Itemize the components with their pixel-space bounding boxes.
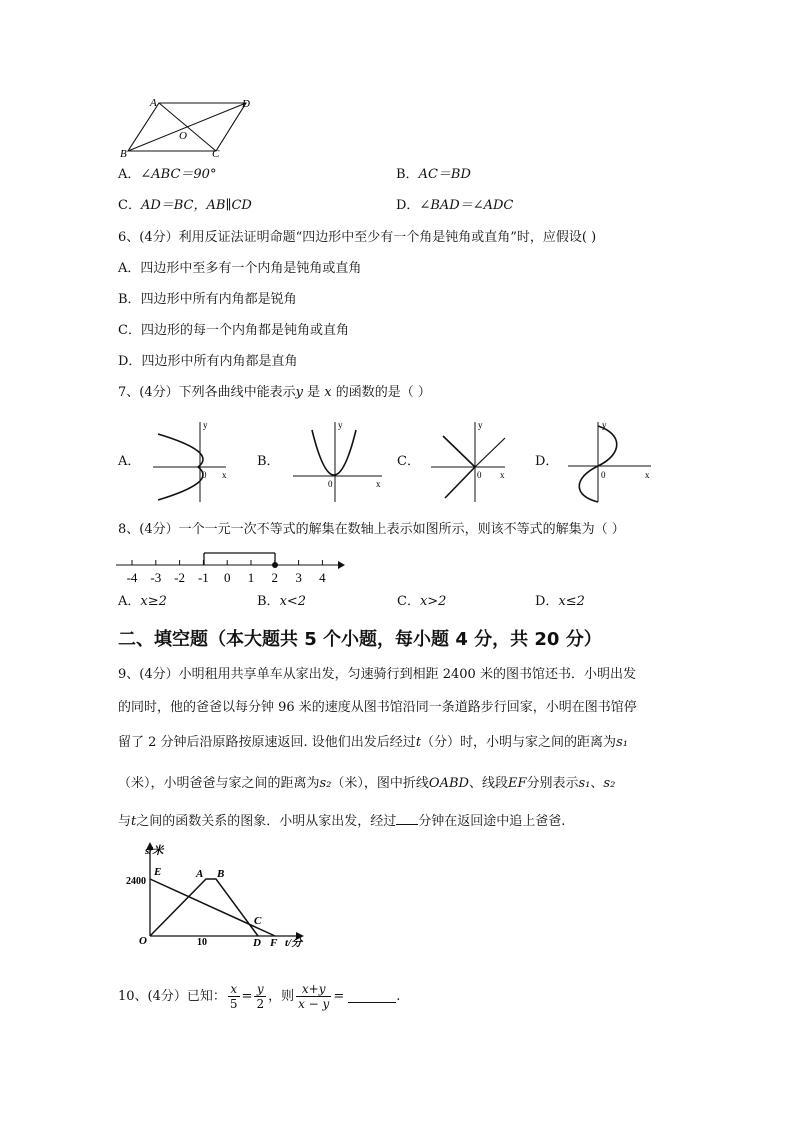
- option-text: AD＝BC，AB∥CD: [140, 198, 252, 213]
- option-text: 四边形的每一个内角都是钝角或直角: [140, 323, 349, 338]
- fraction-y-over-2: [254, 982, 266, 1011]
- option-letter: D．: [118, 354, 142, 369]
- option-text: ∠ABC＝90°: [140, 167, 217, 182]
- q9-line-2: 的同时，他的爸爸以每分钟 96 米的速度从图书馆沿同一条道路步行回家，小明在图书馆停: [118, 700, 637, 715]
- text: 分钟在返回途中追上爸爸.: [418, 814, 566, 829]
- y-tick-2400: 2400: [126, 876, 146, 887]
- q5-option-d[interactable]: [396, 197, 513, 214]
- option-letter: B．: [396, 167, 419, 182]
- option-letter: A．: [118, 261, 141, 276]
- q5-option-c[interactable]: [118, 197, 252, 214]
- option-letter: B．: [118, 292, 141, 307]
- tick-label: 3: [295, 570, 302, 585]
- var-t: t: [131, 814, 137, 829]
- var-t: t: [415, 735, 422, 750]
- q6-option-a[interactable]: [118, 260, 361, 277]
- label-a: A: [150, 97, 157, 109]
- arrow-head: [338, 561, 345, 569]
- denominator: x − y: [298, 996, 330, 1011]
- curve: [312, 430, 356, 475]
- option-text: x<2: [279, 594, 307, 609]
- tick-group: [127, 560, 327, 585]
- text: 留了 2 分钟后沿原路按原速返回. 设他们出发后经过: [118, 735, 416, 750]
- q9-line-1: 9、(4分）小明租用共享单车从家出发，匀速骑行到相距 2400 米的图书馆还书．小明出发: [118, 667, 636, 682]
- option-letter: A．: [118, 594, 141, 609]
- origin-label: 0: [202, 470, 207, 480]
- axis-x-label: x: [645, 470, 650, 480]
- tick-label: 4: [319, 570, 326, 585]
- tick-label: 1: [247, 570, 255, 585]
- x-tick-10: 10: [197, 937, 207, 948]
- var-x: x: [324, 385, 332, 400]
- denominator: 2: [256, 996, 265, 1011]
- origin-label: 0: [477, 470, 482, 480]
- y-axis-label: s/米: [145, 845, 164, 857]
- axis-y-label: y: [478, 420, 483, 430]
- point-o: O: [139, 935, 147, 947]
- q9-line-4: [118, 775, 615, 792]
- q8-number-line: [112, 545, 352, 587]
- text: 与: [118, 814, 132, 829]
- var-s1: s₁: [578, 776, 591, 791]
- x-axis-label: t/分: [285, 937, 303, 949]
- q7-option-a[interactable]: A．: [118, 454, 141, 469]
- axis-x-label: x: [500, 470, 505, 480]
- q6-option-c[interactable]: [118, 322, 349, 339]
- text: ，则: [268, 988, 295, 1004]
- text: 、: [590, 776, 604, 791]
- q7-graph-a[interactable]: [150, 418, 230, 503]
- line-right: [475, 438, 505, 467]
- option-text: ∠BAD＝∠ADC: [419, 198, 514, 213]
- stem-pre: 7、(4分）下列各曲线中能表示: [118, 385, 296, 400]
- polyline-name: OABD: [428, 776, 469, 791]
- tick-label: 2: [271, 570, 279, 585]
- q7-option-d[interactable]: D．: [535, 454, 559, 469]
- option-text: x>2: [419, 594, 447, 609]
- var-s2: s₂: [319, 776, 332, 791]
- point-d: D: [253, 937, 261, 949]
- point-f: F: [270, 937, 278, 949]
- q5-option-a[interactable]: [118, 166, 216, 183]
- var-s1: s₁: [616, 735, 628, 750]
- text: （分）时，小明与家之间的距离为: [421, 735, 617, 750]
- numerator: y: [254, 982, 266, 997]
- text: （米），图中折线: [331, 776, 429, 791]
- q7-stem: [118, 384, 431, 401]
- axis-y-label: y: [203, 420, 208, 430]
- q8-stem: 8、(4分）一个一元一次不等式的解集在数轴上表示如图所示，则该不等式的解集为（ ）: [118, 522, 625, 537]
- axis-y-label: y: [338, 420, 343, 430]
- var-y: y: [295, 385, 303, 400]
- label-b: B: [120, 148, 127, 160]
- stem-mid: 是: [302, 385, 325, 400]
- text: 分别表示: [526, 776, 579, 791]
- origin-label: 0: [601, 470, 606, 480]
- q6-option-b[interactable]: [118, 291, 297, 308]
- segment-name: EF: [507, 776, 527, 791]
- tick-label: -4: [126, 570, 138, 585]
- option-text: AC＝BD: [418, 167, 471, 182]
- line-upper: [443, 436, 475, 467]
- option-letter: C．: [118, 323, 141, 338]
- q8-option-d[interactable]: [535, 593, 585, 610]
- var-s2: s₂: [603, 776, 616, 791]
- tick-label: -1: [197, 570, 209, 585]
- q6-option-d[interactable]: [118, 353, 297, 370]
- q7-graph-b[interactable]: [290, 418, 385, 503]
- diagonal-bd: [128, 103, 246, 151]
- text: 10、(4分）已知：: [118, 988, 226, 1004]
- q7-graph-d[interactable]: [565, 418, 655, 503]
- tick-label: -2: [174, 570, 186, 585]
- section-heading: 二、填空题（本大题共 5 个小题，每小题 4 分，共 20 分）: [118, 629, 602, 650]
- axis-y-label: y: [602, 420, 607, 430]
- q7-graph-c[interactable]: [428, 418, 508, 503]
- option-letter: A．: [118, 167, 141, 182]
- q6-stem: 6、(4分）利用反证法证明命题“四边形中至少有一个角是钝角或直角”时，应假设( ): [118, 230, 597, 245]
- period: .: [396, 988, 401, 1004]
- option-letter: C．: [397, 594, 420, 609]
- option-text: x≤2: [558, 594, 585, 609]
- label-d: D: [242, 98, 250, 110]
- denominator: 5: [229, 996, 238, 1011]
- option-letter: D．: [396, 198, 420, 213]
- point-a: A: [196, 868, 204, 880]
- option-letter: C．: [118, 198, 141, 213]
- point-c: C: [254, 915, 262, 927]
- answer-blank[interactable]: [396, 812, 418, 825]
- point-e: E: [154, 866, 162, 878]
- point-b: B: [217, 868, 225, 880]
- answer-blank[interactable]: [348, 990, 396, 1003]
- stem-post: 的函数的是（ ）: [331, 385, 431, 400]
- equals: =: [333, 988, 345, 1004]
- fraction-x-over-5: [228, 982, 240, 1011]
- origin-label: 0: [328, 479, 333, 489]
- fraction-sum-over-diff: [296, 982, 331, 1011]
- option-letter: B．: [257, 594, 280, 609]
- axis-x-label: x: [376, 479, 381, 489]
- option-text: 四边形中所有内角都是直角: [141, 354, 298, 369]
- polyline-oabd: [150, 879, 258, 936]
- tick-label: -3: [150, 570, 162, 585]
- axis-x-label: x: [222, 470, 227, 480]
- q5-option-b[interactable]: [396, 166, 471, 183]
- q9-line-5: [118, 812, 565, 830]
- q9-line-3: [118, 734, 628, 751]
- q9-distance-time-graph: [118, 840, 313, 950]
- equals: =: [241, 988, 253, 1004]
- option-text: 四边形中至多有一个内角是钝角或直角: [140, 261, 362, 276]
- q7-option-b[interactable]: B．: [257, 454, 280, 469]
- label-c: C: [212, 148, 220, 160]
- text: （米），小明爸爸与家之间的距离为: [118, 776, 320, 791]
- q8-option-b[interactable]: [257, 593, 306, 610]
- text: 之间的函数关系的图象．小明从家出发，经过: [136, 814, 397, 829]
- option-letter: D．: [535, 594, 559, 609]
- q7-option-c[interactable]: C．: [397, 454, 420, 469]
- option-text: 四边形中所有内角都是锐角: [140, 292, 297, 307]
- numerator: x: [228, 982, 240, 997]
- option-text: x≥2: [140, 594, 167, 609]
- parallelogram-figure: [118, 95, 258, 160]
- q8-option-a[interactable]: [118, 593, 167, 610]
- tick-label: 0: [223, 570, 231, 585]
- text: 、线段: [468, 776, 508, 791]
- q10-line: [118, 978, 400, 1014]
- q8-option-c[interactable]: [397, 593, 446, 610]
- line-lower: [445, 467, 475, 498]
- segment-ef: [150, 879, 275, 936]
- numerator: x+y: [296, 982, 331, 997]
- label-o: O: [179, 130, 187, 142]
